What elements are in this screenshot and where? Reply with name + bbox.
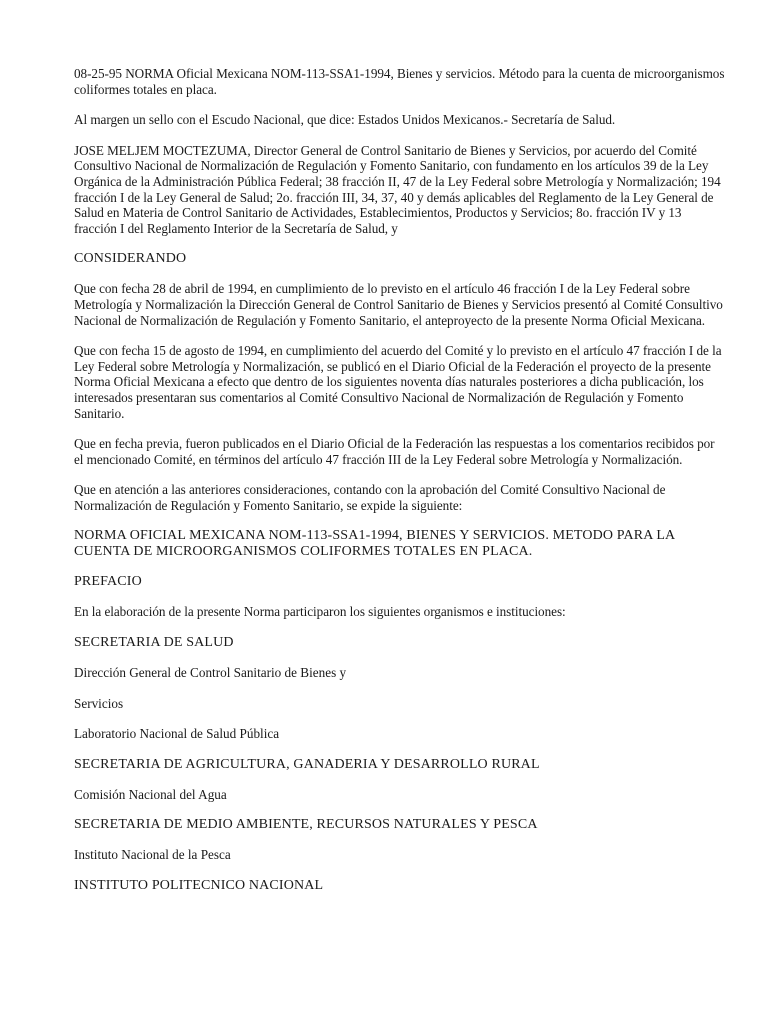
- norma-title: NORMA OFICIAL MEXICANA NOM-113-SSA1-1994, BIENES Y SERVICIOS. METODO PARA LA CUENTA DE MICROORGANISMOS COLIFORMES TOTALES EN PLACA.: [74, 528, 675, 560]
- director-paragraph: JOSE MELJEM MOCTEZUMA, Director General de Control Sanitario de Bienes y Servicios, por acuerdo del Comité Consultivo Nacional de Normalización de Regulación y Fomento Sanitario, con fundamento en los artículos 39 de la Ley Orgánica de la Administración Pública Federal; 38 fracción II, 47 de la Ley Federal sobre Metrología y Normalización; 194 fracción I de la Ley General de Salud; 2o. fracción III, 34, 37, 40 y demás aplicables del Reglamento de la Ley General de Salud en Materia de Control Sanitario de Actividades, Establecimientos, Productos y Servicios; 8o. fracción IV y 13 fracción I del Reglamento Interior de la Secretaría de Salud, y: [74, 142, 721, 236]
- prefacio-heading: PREFACIO: [74, 574, 142, 590]
- institution-line: Instituto Nacional de la Pesca: [74, 847, 231, 863]
- margin-note-paragraph: Al margen un sello con el Escudo Nacional, que dice: Estados Unidos Mexicanos.- Secretaría de Salud.: [74, 112, 616, 128]
- institution-heading: SECRETARIA DE SALUD: [74, 635, 234, 651]
- considerando-paragraph-1: Que con fecha 28 de abril de 1994, en cumplimiento de lo previsto en el artículo 46 fracción I de la Ley Federal sobre Metrología y Normalización la Dirección General de Control Sanitario de Bienes y Servicios presentó al Comité Consultivo Nacional de Normalización de Regulación y Fomento Sanitario, el anteproyecto de la presente Norma Oficial Mexicana.: [74, 281, 723, 328]
- institution-line: Laboratorio Nacional de Salud Pública: [74, 726, 280, 742]
- institution-heading: SECRETARIA DE AGRICULTURA, GANADERIA Y DESARROLLO RURAL: [74, 756, 540, 772]
- considerando-paragraph-3: Que en fecha previa, fueron publicados en el Diario Oficial de la Federación las respuestas a los comentarios recibidos por el mencionado Comité, en términos del artículo 47 fracción III de la Ley Federal sobre Metrología y Normalización.: [74, 436, 715, 467]
- institution-line: Comisión Nacional del Agua: [74, 786, 227, 802]
- intro-paragraph: 08-25-95 NORMA Oficial Mexicana NOM-113-SSA1-1994, Bienes y servicios. Método para la cuenta de microorganismos coliformes totales en placa.: [74, 66, 725, 97]
- document-page: [74, 66, 726, 908]
- institution-line: Dirección General de Control Sanitario de Bienes y: [74, 665, 347, 681]
- considerando-paragraph-2: Que con fecha 15 de agosto de 1994, en cumplimiento del acuerdo del Comité y lo previsto en el artículo 47 fracción I de la Ley Federal sobre Metrología y Normalización, se publicó en el Diario Oficial de la Federación el proyecto de la presente Norma Oficial Mexicana a efecto que dentro de los siguientes noventa días naturales posteriores a dicha publicación, los interesados presentaran sus comentarios al Comité Consultivo Nacional de Normalización de Regulación y Fomento Sanitario.: [74, 343, 722, 421]
- prefacio-paragraph: En la elaboración de la presente Norma participaron los siguientes organismos e instituciones:: [74, 604, 566, 620]
- considerando-heading: CONSIDERANDO: [74, 251, 187, 267]
- institution-heading: INSTITUTO POLITECNICO NACIONAL: [74, 878, 324, 894]
- institution-line: Servicios: [74, 695, 124, 711]
- institution-heading: SECRETARIA DE MEDIO AMBIENTE, RECURSOS NATURALES Y PESCA: [74, 817, 538, 833]
- considerando-paragraph-4: Que en atención a las anteriores consideraciones, contando con la aprobación del Comité Consultivo Nacional de Normalización de Regulación y Fomento Sanitario, se expide la siguiente:: [74, 482, 666, 513]
